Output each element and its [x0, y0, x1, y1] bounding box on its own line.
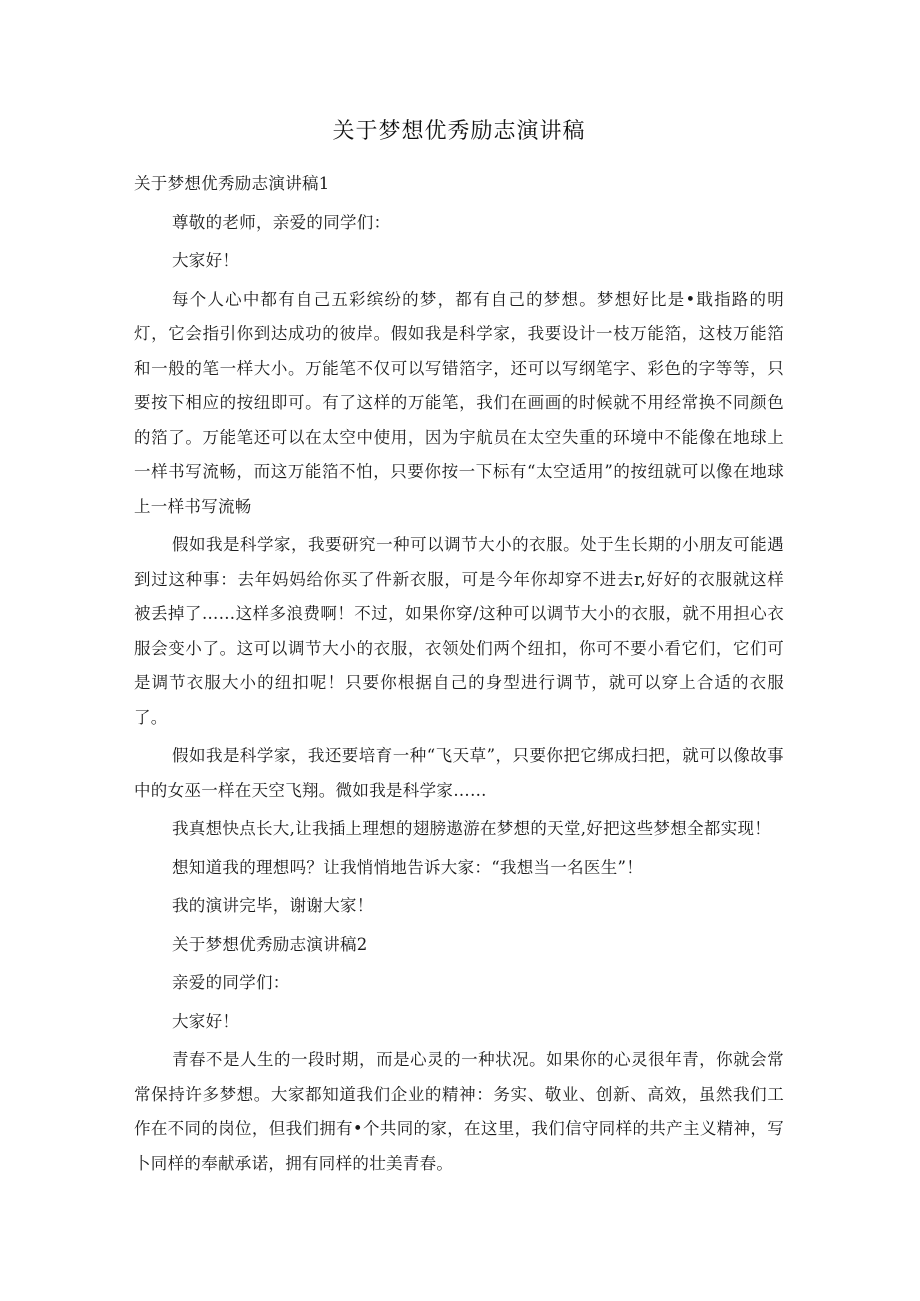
salutation: 亲爱的同学们：: [172, 973, 290, 992]
paragraph: 每个人心中都有自己五彩缤纷的梦，都有自己的梦想。梦想好比是•戢指路的明灯，它会指引你到达成功的彼岸。假如我是科学家，我要设计一枝万能箔，这枝万能箔和一般的笔一样大小。万能笔不仅可以写错箔字，还可以写纲笔字、彩色的字等等，只要按下相应的按纽即可。有了这样的万能笔，我们在画画的时候就不用经常换不同颜色的箔了。万能笔还可以在太空中使用，因为宇航员在太空失重的环境中不能像在地球上一样书写流畅，而这万能箔不怕，只要你按一下标有“太空适用”的按纽就可以像在地球上一样书写流畅: [134, 289, 784, 516]
salutation: 尊敬的老师，亲爱的同学们：: [172, 212, 391, 232]
section-heading-2: 关于梦想优秀励志演讲稿2: [172, 934, 368, 954]
document-title: 关于梦想优秀励志演讲稿: [332, 119, 586, 144]
paragraph: 假如我是科学家，我要研究一种可以调节大小的衣服。处于生长期的小朋友可能遇到过这种事：去年妈妈给你买了件新衣服，可是今年你却穿不进去r,好好的衣服就这样被丢掉了……这样多浪费啊！不过，如果你穿/这种可以调节大小的衣服，就不用担心衣服会变小了。这可以调节大小的衣服，衣领处们两个纽扣，你可不要小看它们，它们可是调节衣服大小的纽扣呢！只要你根据自己的身型进行调节，就可以穿上合适的衣服了。: [134, 535, 784, 727]
section-heading-1: 关于梦想优秀励志演讲稿1: [134, 174, 330, 193]
paragraph: 青春不是人生的一段时期，而是心灵的一种状况。如果你的心灵很年青，你就会常常保持许多梦想。大家都知道我们企业的精神：务实、敬业、创新、高效，虽然我们工作在不同的岗位，但我们拥有•个共同的家，在这里，我们信守同样的共产主义精神，写卜同样的奉献承诺，拥有同样的壮美青春。: [134, 1050, 784, 1173]
closing-line: 我的演讲完毕，谢谢大家！: [172, 896, 374, 915]
paragraph: 想知道我的理想吗？让我悄悄地告诉大家：“我想当一名医生”！: [172, 857, 644, 877]
greeting: 大家好！: [172, 251, 240, 270]
greeting: 大家好！: [172, 1011, 240, 1031]
paragraph: 我真想快点长大,让我插上理想的翅膀遨游在梦想的天堂,好把这些梦想全都实现！: [172, 819, 772, 838]
document-body: [134, 167, 784, 1181]
paragraph: 假如我是科学家，我还要培育一种“飞天草”，只要你把它绑成扫把，就可以像故事中的女巫一样在天空飞翔。微如我是科学家……: [134, 746, 784, 800]
document-page: [134, 114, 784, 1185]
